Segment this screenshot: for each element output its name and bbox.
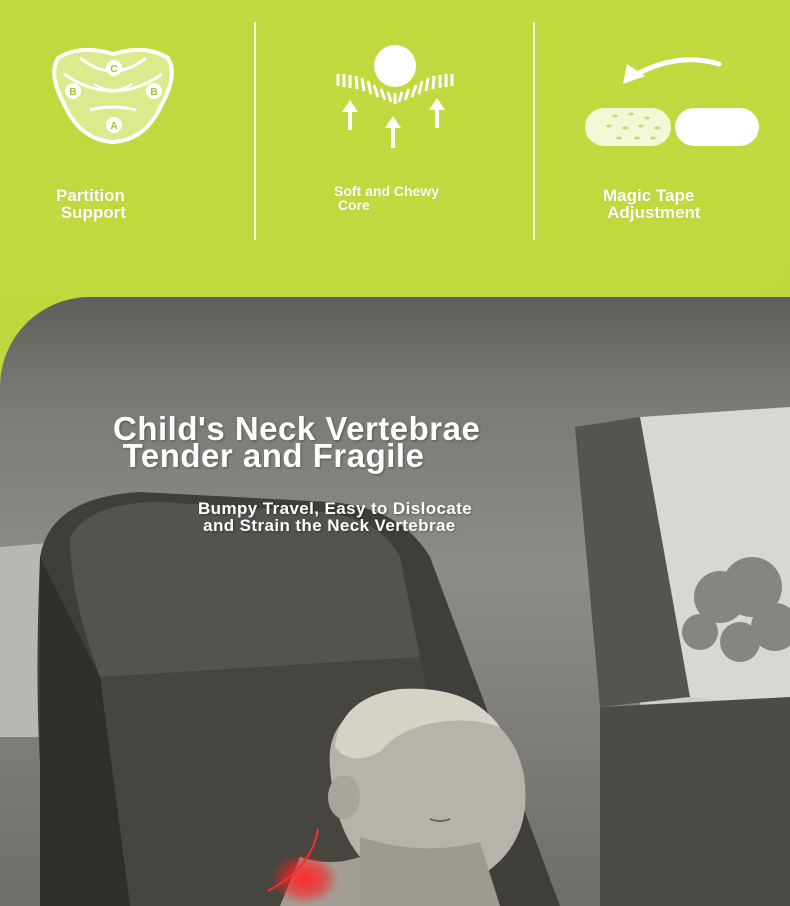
feature-label: Partition Support [56,186,126,222]
zone-label-c: C [110,64,118,75]
zone-label-b-left: B [69,87,77,98]
hero-headline: Child's Neck Vertebrae Tender and Fragile [113,410,481,474]
feature-soft-core [256,0,511,240]
zone-label-a: A [110,121,118,132]
hero-photo-section [0,297,790,906]
feature-label: Magic Tape Adjustment [603,186,701,222]
feature-band [0,0,790,297]
soft-core-icon [334,44,456,152]
feature-magic-tape [535,0,790,240]
feature-label: Soft and Chewy Core [334,183,440,213]
hero-subline: Bumpy Travel, Easy to Dislocate and Strain the Neck Vertebrae [198,499,473,535]
zone-label-b-right: B [150,87,158,98]
feature-partition-support [0,0,255,240]
magic-tape-icon [579,52,763,150]
partition-pillow-icon [50,44,176,146]
child-sleeping-in-car-seat-photo [0,297,790,906]
